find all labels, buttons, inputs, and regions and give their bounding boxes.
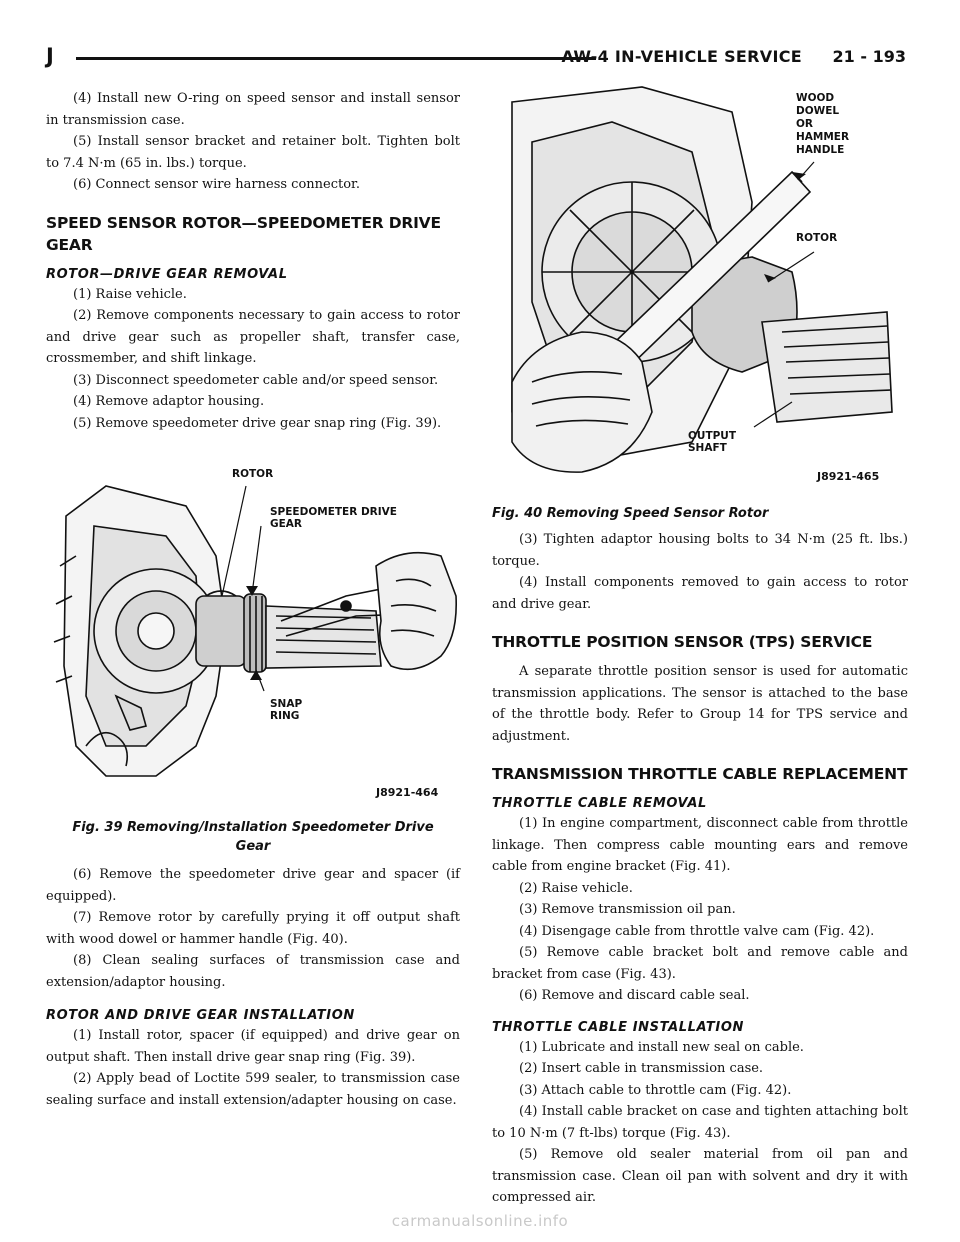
section-heading-throttle-cable: TRANSMISSION THROTTLE CABLE REPLACEMENT [492,765,908,783]
step-paragraph: (8) Clean sealing surfaces of transmission case and extension/adaptor housing. [46,953,460,990]
step-paragraph: (5) Remove old sealer material from oil pan and transmission case. Clean oil pan with solvent and dry it with compressed air. [492,1147,908,1205]
step-paragraph: (5) Remove speedometer drive gear snap ring (Fig. 39). [73,415,442,431]
fig39-label-snap-ring-line2: RING [270,710,300,722]
step-paragraph: (4) Disengage cable from throttle valve cam (Fig. 42). [519,923,875,939]
left-column [46,88,460,1111]
tps-paragraph: A separate throttle position sensor is used for automatic transmission applications. The sensor is attached to the base of the throttle body. Refer to Group 14 for TPS service and adjustment. [492,664,908,744]
right-column [492,82,908,1209]
subheading-cable-install: THROTTLE CABLE INSTALLATION [492,1019,744,1035]
step-paragraph: (2) Insert cable in transmission case. [519,1061,764,1076]
subheading-rotor-install: ROTOR AND DRIVE GEAR INSTALLATION [46,1008,355,1023]
fig40-caption: Fig. 40 Removing Speed Sensor Rotor [492,506,769,521]
step-paragraph: (3) Attach cable to throttle cam (Fig. 42). [519,1082,792,1098]
header-letter: J [46,44,54,68]
step-paragraph: (6) Remove and discard cable seal. [519,988,750,1003]
fig39-label-rotor: ROTOR [232,468,274,480]
section-heading-speed-sensor-rotor: SPEED SENSOR ROTOR—SPEEDOMETER DRIVE GEAR [46,213,441,254]
fig40-label-wood-2: DOWEL [796,105,840,117]
fig39-caption-line2: Gear [235,839,271,854]
fig40-label-output-1: OUTPUT [688,430,736,442]
figure-39 [46,446,460,816]
step-paragraph: (3) Tighten adaptor housing bolts to 34 N·m (25 ft. lbs.) torque. [492,532,908,569]
step-paragraph: (2) Remove components necessary to gain access to rotor and drive gear such as propeller shaft, transfer case, crossmember, and shift linkage. [46,308,460,366]
header-rule [76,57,596,60]
step-paragraph: (6) Connect sensor wire harness connector. [73,177,360,192]
step-paragraph: (1) In engine compartment, disconnect cable from throttle linkage. Then compress cable mounting ears and remove cable from engine bracket (Fig. 41). [492,816,908,874]
step-paragraph: (3) Disconnect speedometer cable and/or speed sensor. [73,372,439,388]
page-header [46,44,906,74]
header-title: AW-4 IN-VEHICLE SERVICE [561,47,802,66]
step-paragraph: (1) Lubricate and install new seal on cable. [519,1039,804,1055]
step-paragraph: (3) Remove transmission oil pan. [519,902,736,917]
step-paragraph: (1) Raise vehicle. [73,286,187,302]
step-paragraph: (4) Remove adaptor housing. [73,394,265,409]
step-paragraph: (7) Remove rotor by carefully prying it off output shaft with wood dowel or hammer handle (Fig. 40). [46,910,460,947]
step-paragraph: (5) Remove cable bracket bolt and remove cable and bracket from case (Fig. 43). [492,945,908,982]
section-heading-tps: THROTTLE POSITION SENSOR (TPS) SERVICE [492,633,873,651]
step-paragraph: (4) Install cable bracket on case and tighten attaching bolt to 10 N·m (7 ft-lbs) torque (Fig. 43). [492,1104,908,1141]
subheading-cable-removal: THROTTLE CABLE REMOVAL [492,796,707,811]
page-number: 21 - 193 [832,47,906,66]
step-paragraph: (5) Install sensor bracket and retainer bolt. Tighten bolt to 7.4 N·m (65 in. lbs.) torque. [46,134,460,171]
fig40-label-wood-4: HAMMER [796,131,850,143]
step-paragraph: (6) Remove the speedometer drive gear and spacer (if equipped). [46,867,460,904]
fig39-caption [46,818,460,856]
fig39-label-speedometer-gear-line1: SPEEDOMETER DRIVE [270,506,397,518]
fig39-code: J8921-464 [376,786,439,799]
fig40-label-wood-1: WOOD [796,92,835,104]
fig39-caption-line1: Fig. 39 Removing/Installation Speedometer Drive [72,820,434,835]
fig40-code: J8921-465 [817,470,880,483]
watermark: carmanualsonline.info [391,1212,569,1230]
fig40-label-rotor: ROTOR [796,232,838,244]
subheading-rotor-removal: ROTOR—DRIVE GEAR REMOVAL [46,266,288,282]
fig39-illustration [46,446,460,816]
fig40-label-output-2: SHAFT [688,442,727,454]
step-paragraph: (4) Install new O-ring on speed sensor and install sensor in transmission case. [46,91,460,128]
fig39-label-speedometer-gear-line2: GEAR [270,518,303,530]
fig40-label-wood-5: HANDLE [796,144,845,156]
figure-40 [492,82,908,500]
step-paragraph: (1) Install rotor, spacer (if equipped) and drive gear on output shaft. Then install drive gear snap ring (Fig. 39). [46,1028,460,1065]
fig40-label-wood-3: OR [796,118,814,130]
step-paragraph: (4) Install components removed to gain access to rotor and drive gear. [492,575,908,612]
fig39-label-snap-ring-line1: SNAP [270,698,303,710]
step-paragraph: (2) Apply bead of Loctite 599 sealer, to transmission case sealing surface and install extension/adapter housing on case. [46,1071,460,1108]
step-paragraph: (2) Raise vehicle. [519,880,633,896]
